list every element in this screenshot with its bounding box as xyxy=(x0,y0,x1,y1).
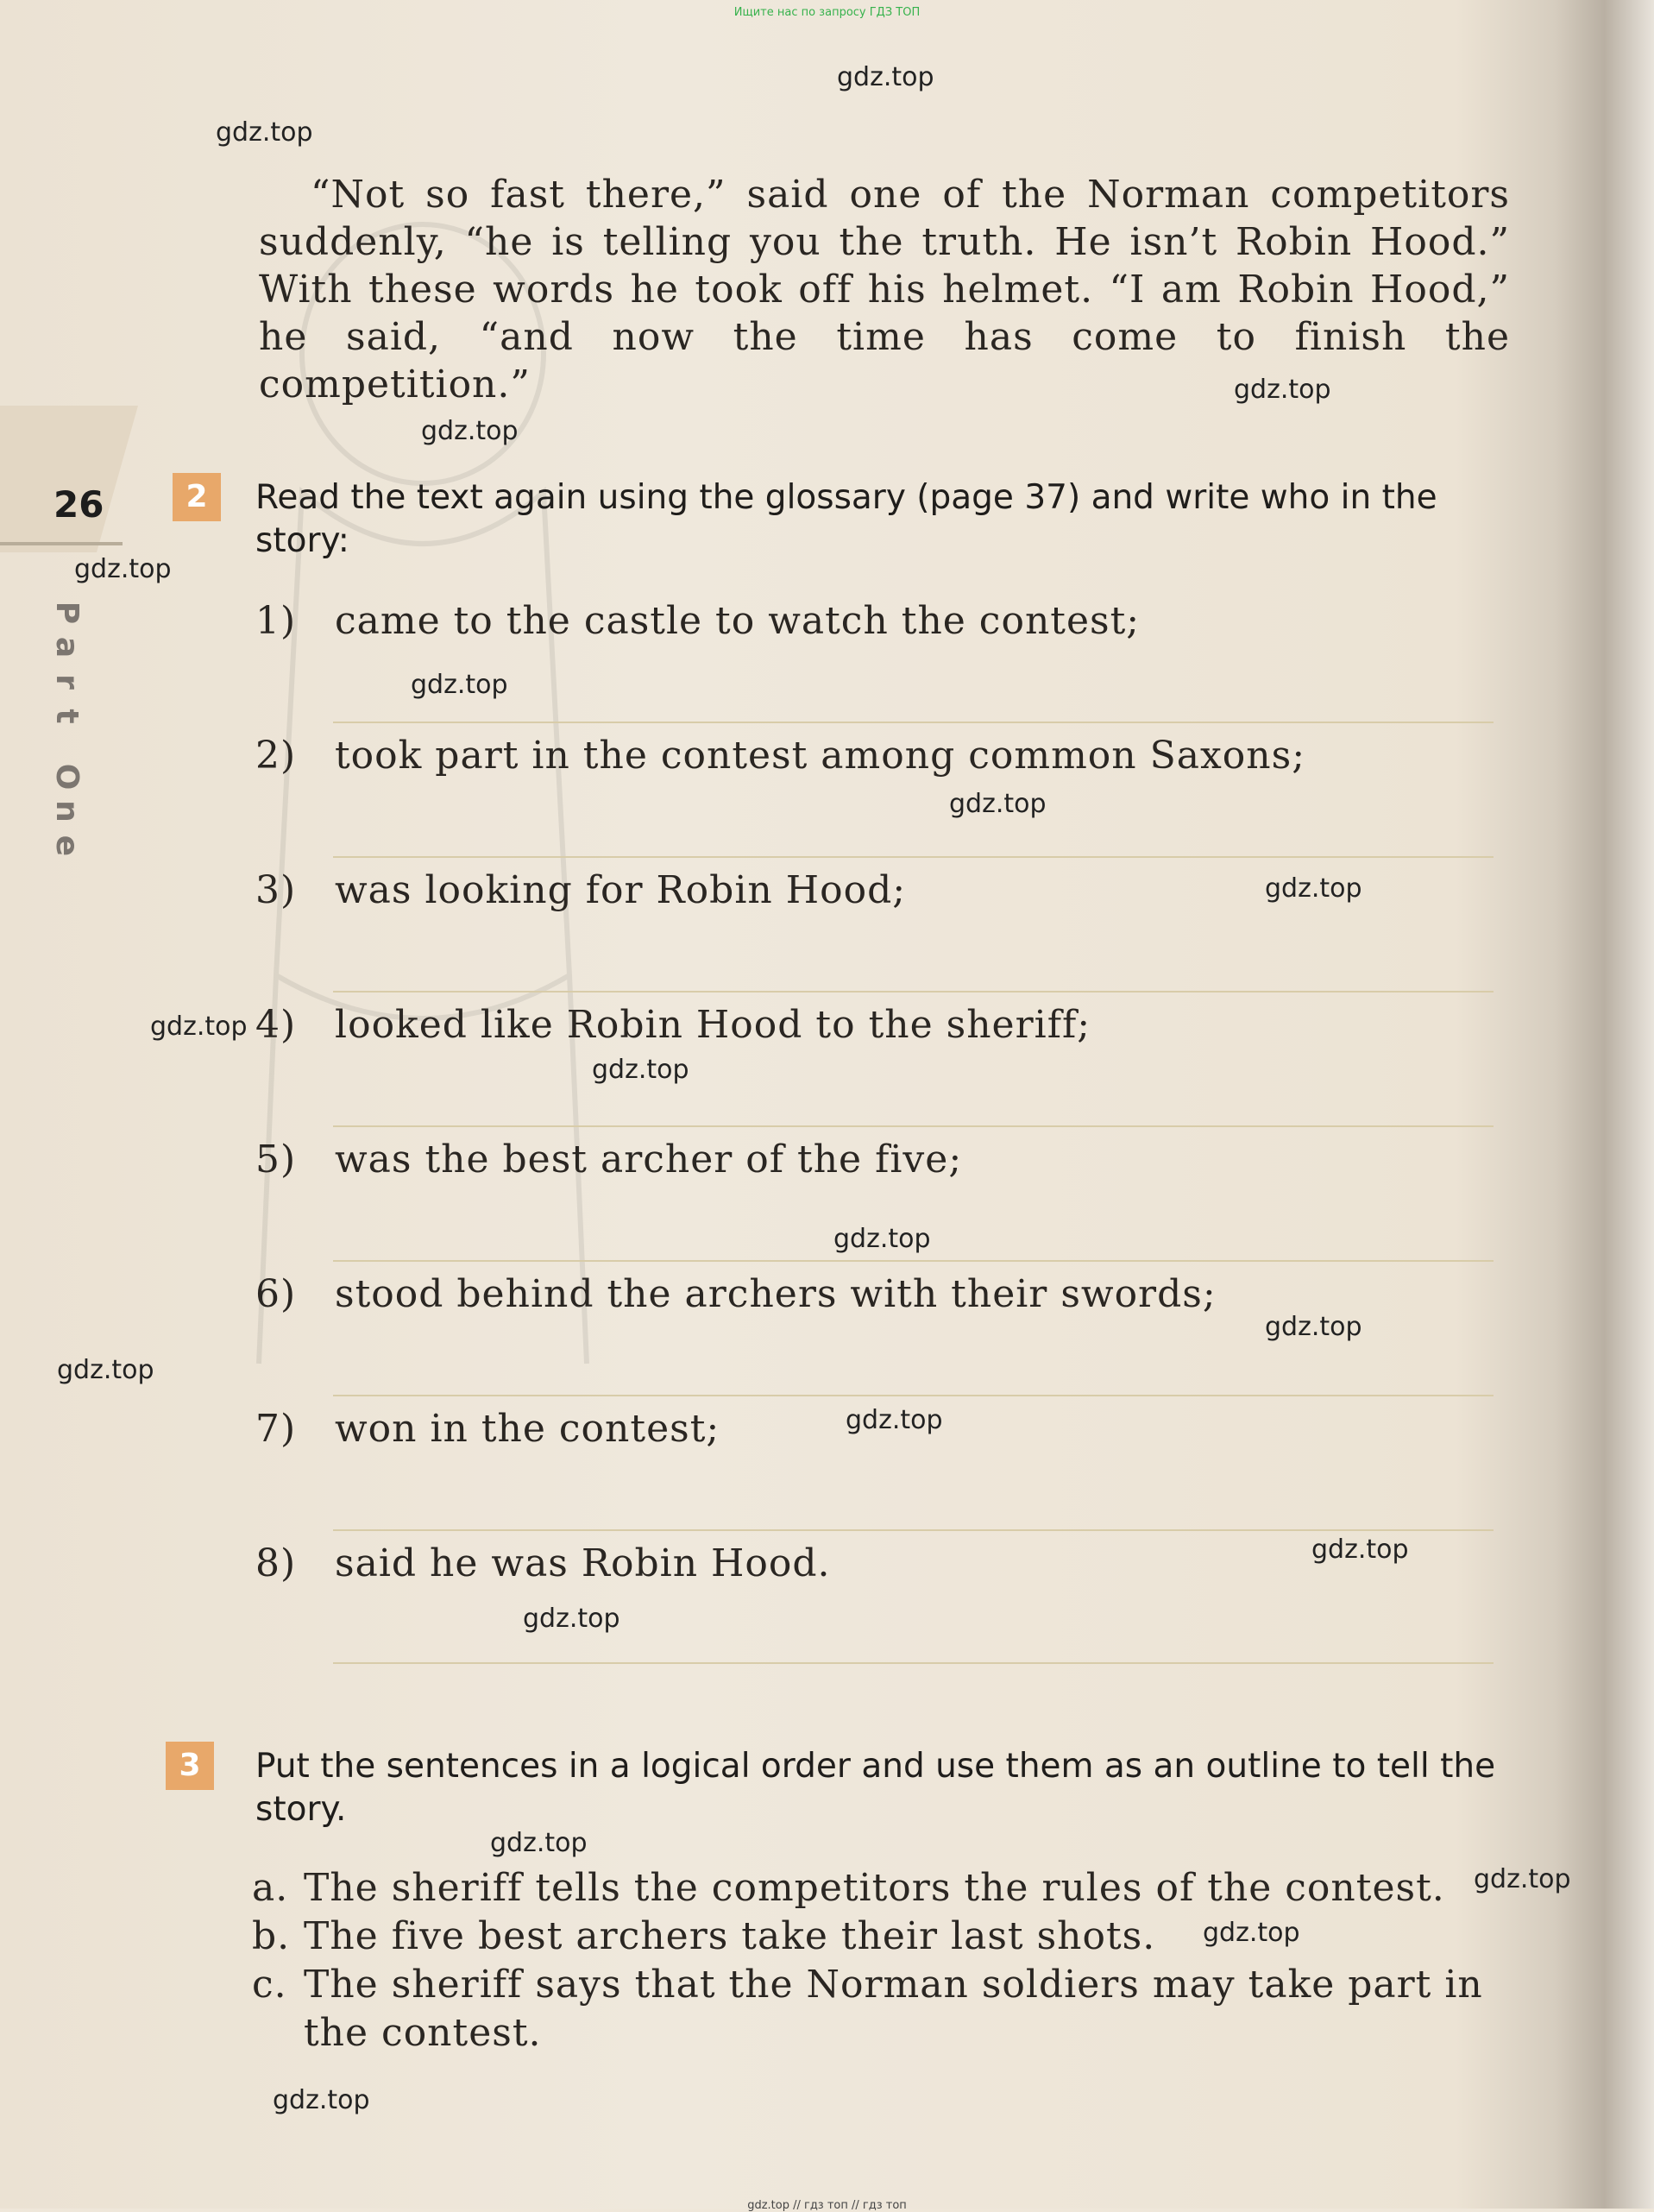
option-text: The sheriff tells the competitors the rules of the contest. xyxy=(304,1866,1445,1910)
watermark: gdz.top xyxy=(1265,873,1362,904)
page-number: 26 xyxy=(53,483,104,526)
page-tab-shadow xyxy=(0,406,138,552)
item-number: 2) xyxy=(255,734,297,778)
watermark: gdz.top xyxy=(1474,1864,1571,1894)
watermark: gdz.top xyxy=(57,1355,154,1385)
side-label: P a r t O n e xyxy=(49,601,85,857)
watermark: gdz.top xyxy=(833,1224,931,1254)
watermark: gdz.top xyxy=(490,1828,588,1858)
exercise-2-item-2 xyxy=(255,732,1305,779)
exercise-3-option-b xyxy=(252,1913,1512,1961)
exercise-2-item-7 xyxy=(255,1405,720,1453)
exercise-2-item-3 xyxy=(255,867,906,914)
item-number: 8) xyxy=(255,1541,297,1585)
watermark: gdz.top xyxy=(74,554,172,584)
item-text: was the best archer of the five; xyxy=(335,1138,963,1182)
watermark: gdz.top xyxy=(1311,1535,1409,1565)
watermark: gdz.top xyxy=(1203,1918,1300,1948)
item-text: won in the contest; xyxy=(335,1407,720,1451)
watermark: gdz.top xyxy=(592,1055,689,1085)
item-number: 5) xyxy=(255,1138,297,1182)
watermark: gdz.top xyxy=(1265,1312,1362,1342)
item-number: 3) xyxy=(255,868,297,912)
item-text: took part in the contest among common Saxons; xyxy=(335,734,1306,778)
item-number: 4) xyxy=(255,1003,297,1047)
answer-line-5[interactable] xyxy=(333,1260,1494,1262)
item-number: 7) xyxy=(255,1407,297,1451)
story-text xyxy=(259,171,1510,408)
exercise-3-badge: 3 xyxy=(166,1742,214,1790)
watermark-top-note: Ищите нас по запросу ГДЗ ТОП xyxy=(733,6,921,19)
answer-line-8[interactable] xyxy=(333,1662,1494,1664)
option-text: The five best archers take their last shots. xyxy=(304,1914,1156,1958)
exercise-2-item-4 xyxy=(255,1001,1091,1049)
item-text: came to the castle to watch the contest; xyxy=(335,599,1141,643)
option-letter: c. xyxy=(252,1963,287,2007)
answer-line-1[interactable] xyxy=(333,722,1494,723)
exercise-2-item-1 xyxy=(255,597,1140,645)
option-letter: b. xyxy=(252,1914,291,1958)
exercise-2-item-6 xyxy=(255,1270,1217,1318)
exercise-2-badge: 2 xyxy=(173,473,221,521)
watermark: gdz.top xyxy=(273,2085,370,2115)
item-text: stood behind the archers with their swords; xyxy=(335,1272,1217,1316)
item-number: 6) xyxy=(255,1272,297,1316)
answer-line-2[interactable] xyxy=(333,856,1494,858)
watermark: gdz.top xyxy=(421,416,519,446)
exercise-2-item-8 xyxy=(255,1540,831,1587)
watermark: gdz.top xyxy=(837,62,934,92)
watermark: gdz.top xyxy=(216,117,313,148)
watermark: gdz.top xyxy=(949,789,1047,819)
watermark: gdz.top xyxy=(150,1011,248,1042)
answer-line-3[interactable] xyxy=(333,991,1494,993)
story-paragraph: “Not so fast there,” said one of the Norman competitors suddenly, “he is telling you the truth. He isn’t Robin Hood.” With these words he took off his helmet. “I am Robin Hood,” he said, “and now the time has come to finish the competition.” xyxy=(259,173,1510,406)
exercise-3-option-c xyxy=(252,1961,1512,2058)
exercise-3-instruction: Put the sentences in a logical order and use them as an outline to tell the story. xyxy=(255,1747,1496,1829)
answer-line-4[interactable] xyxy=(333,1125,1494,1127)
watermark: gdz.top xyxy=(846,1405,943,1435)
item-text: looked like Robin Hood to the sheriff; xyxy=(335,1003,1091,1047)
watermark: gdz.top xyxy=(1234,375,1331,405)
item-text: was looking for Robin Hood; xyxy=(335,868,907,912)
page-number-underline xyxy=(0,542,123,545)
watermark: gdz.top xyxy=(411,670,508,700)
answer-line-6[interactable] xyxy=(333,1395,1494,1396)
option-letter: a. xyxy=(252,1866,289,1910)
exercise-2-instruction: Read the text again using the glossary (page 37) and write who in the story: xyxy=(255,478,1437,560)
option-text: The sheriff says that the Norman soldiers may take part in the contest. xyxy=(304,1963,1483,2055)
item-number: 1) xyxy=(255,599,297,643)
watermark: gdz.top xyxy=(523,1604,620,1634)
exercise-3-option-a xyxy=(252,1864,1512,1913)
answer-line-7[interactable] xyxy=(333,1529,1494,1531)
watermark-bottom-note: gdz.top // гдз топ // гдз топ xyxy=(747,2199,907,2212)
exercise-2-item-5 xyxy=(255,1136,962,1183)
item-text: said he was Robin Hood. xyxy=(335,1541,831,1585)
